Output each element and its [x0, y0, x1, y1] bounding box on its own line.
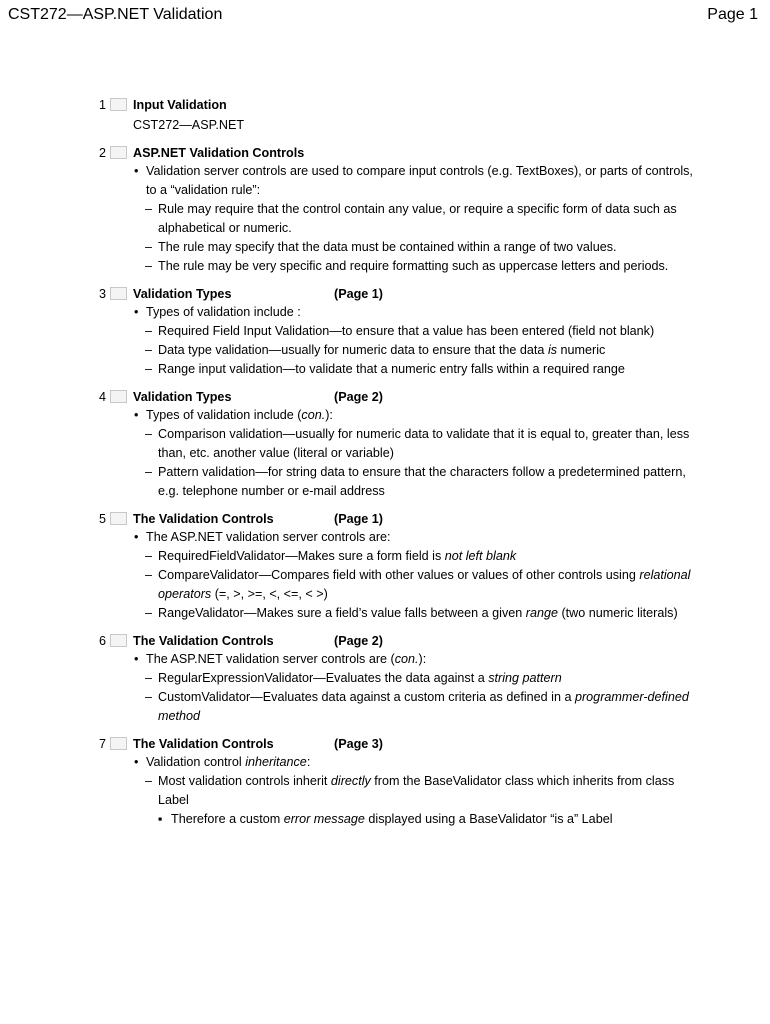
bullet-text: RegularExpressionValidator—Evaluates the data against a: [158, 671, 489, 685]
emphasis-text: is: [547, 343, 558, 357]
bullet-text: Most validation controls inherit: [158, 774, 331, 788]
slide-outline: [94, 96, 694, 838]
slide-number: 6: [98, 634, 106, 648]
slide-number: 1: [98, 98, 106, 112]
slide-heading: [98, 632, 694, 650]
slide-thumbnail-checkbox[interactable]: [110, 634, 127, 647]
bullet-text: The ASP.NET validation server controls are:: [146, 530, 391, 544]
slide-title: The Validation Controls: [133, 634, 274, 648]
slide-entry: [94, 510, 694, 623]
slide-thumbnail-checkbox[interactable]: [110, 390, 127, 403]
slide-heading: [98, 388, 694, 406]
slide-entry: [94, 144, 694, 276]
bullet-level-2: [133, 463, 694, 501]
slide-entry: [94, 388, 694, 501]
bullet-text: (two numeric literals): [557, 606, 678, 620]
bullet-level-2: [133, 322, 694, 341]
bullet-level-1: [133, 753, 694, 772]
page-number: Page 1: [707, 6, 758, 23]
bullet-text: Required Field Input Validation—to ensure that a value has been entered (field not blank): [158, 324, 655, 338]
emphasis-text: con.: [394, 652, 419, 666]
bullet-text: Comparison validation—usually for numeric data to validate that it is equal to, greater than, less than, etc. another value (literal or variable): [158, 427, 690, 460]
slide-subtitle: CST272—ASP.NET: [133, 118, 245, 132]
bullet-level-2: [133, 669, 694, 688]
bullet-level-1: [133, 650, 694, 669]
emphasis-text: relational operators: [158, 568, 691, 601]
slide-heading: [98, 144, 694, 162]
slide-title: ASP.NET Validation Controls: [133, 146, 305, 160]
slide-page-label: (Page 1): [334, 512, 383, 526]
emphasis-text: range: [525, 606, 558, 620]
bullet-text: Validation server controls are used to compare input controls (e.g. TextBoxes), or parts of controls, to a “validation rule”:: [146, 164, 693, 197]
emphasis-text: inheritance: [245, 755, 307, 769]
bullet-level-1: [133, 406, 694, 425]
bullet-level-2: [133, 257, 694, 276]
slide-thumbnail-checkbox[interactable]: [110, 98, 127, 111]
slide-title: The Validation Controls: [133, 512, 274, 526]
bullet-text: The rule may specify that the data must be contained within a range of two values.: [158, 240, 617, 254]
bullet-text: Validation control: [146, 755, 246, 769]
slide-heading: [98, 285, 694, 303]
bullet-text: CustomValidator—Evaluates data against a custom criteria as defined in a: [158, 690, 575, 704]
bullet-text: RequiredFieldValidator—Makes sure a form field is: [158, 549, 445, 563]
bullet-text: Range input validation—to validate that a numeric entry falls within a required range: [158, 362, 625, 376]
slide-heading: [98, 510, 694, 528]
slide-page-label: (Page 2): [334, 390, 383, 404]
emphasis-text: programmer-defined method: [158, 690, 689, 723]
bullet-level-2: [133, 341, 694, 360]
bullet-level-2: [133, 772, 694, 810]
bullet-text: CompareValidator—Compares field with other values or values of other controls using: [158, 568, 640, 582]
slide-title: Validation Types: [133, 287, 232, 301]
bullet-text: numeric: [557, 343, 606, 357]
slide-heading: [98, 735, 694, 753]
bullet-level-2: [133, 604, 694, 623]
bullet-level-2: [133, 688, 694, 726]
bullet-text: RangeValidator—Makes sure a field’s value falls between a given: [158, 606, 526, 620]
bullet-text: from the BaseValidator class which inherits from class Label: [158, 774, 675, 807]
emphasis-text: con.: [301, 408, 326, 422]
bullet-level-2: [133, 547, 694, 566]
slide-page-label: (Page 2): [334, 634, 383, 648]
bullet-text: displayed using a BaseValidator “is a” Label: [364, 812, 613, 826]
bullet-text: Types of validation include (: [146, 408, 302, 422]
bullet-text: ):: [418, 652, 427, 666]
bullet-level-2: [133, 200, 694, 238]
bullet-text: The ASP.NET validation server controls are (: [146, 652, 395, 666]
slide-entry: [94, 735, 694, 829]
bullet-text: ):: [325, 408, 333, 422]
slide-thumbnail-checkbox[interactable]: [110, 146, 127, 159]
bullet-level-1: [133, 162, 694, 200]
slide-title: The Validation Controls: [133, 737, 274, 751]
slide-entry: [94, 285, 694, 379]
bullet-text: Data type validation—usually for numeric data to ensure that the data: [158, 343, 548, 357]
slide-thumbnail-checkbox[interactable]: [110, 512, 127, 525]
bullet-text: The rule may be very specific and require formatting such as uppercase letters and periods.: [158, 259, 669, 273]
bullet-level-1: [133, 528, 694, 547]
slide-entry: [94, 632, 694, 726]
bullet-level-1: [133, 303, 694, 322]
bullet-text: Types of validation include :: [146, 305, 301, 319]
bullet-text: (=, >, >=, <, <=, < >): [211, 587, 328, 601]
bullet-text: Pattern validation—for string data to ensure that the characters follow a predetermined pattern, e.g. telephone number or e-mail address: [158, 465, 686, 498]
bullet-level-2: [133, 425, 694, 463]
slide-number: 7: [98, 737, 106, 751]
slide-page-label: (Page 1): [334, 287, 383, 301]
bullet-level-2: [133, 360, 694, 379]
slide-title: Input Validation: [133, 98, 227, 112]
emphasis-text: string pattern: [488, 671, 562, 685]
bullet-level-2: [133, 238, 694, 257]
slide-number: 3: [98, 287, 106, 301]
bullet-text: :: [306, 755, 311, 769]
bullet-level-2: [133, 566, 694, 604]
bullet-text: Rule may require that the control contain any value, or require a specific form of data such as alphabetical or numeric.: [158, 202, 677, 235]
bullet-level-3: [133, 810, 694, 829]
slide-number: 5: [98, 512, 106, 526]
slide-page-label: (Page 3): [334, 737, 383, 751]
slide-thumbnail-checkbox[interactable]: [110, 737, 127, 750]
slide-heading: [98, 96, 694, 114]
slide-thumbnail-checkbox[interactable]: [110, 287, 127, 300]
emphasis-text: error message: [283, 812, 365, 826]
slide-entry: [94, 96, 694, 135]
slide-number: 4: [98, 390, 106, 404]
document-title: CST272—ASP.NET Validation: [8, 6, 223, 23]
emphasis-text: not left blank: [444, 549, 517, 563]
slide-number: 2: [98, 146, 106, 160]
bullet-text: Therefore a custom: [171, 812, 284, 826]
emphasis-text: directly: [330, 774, 371, 788]
slide-title: Validation Types: [133, 390, 232, 404]
